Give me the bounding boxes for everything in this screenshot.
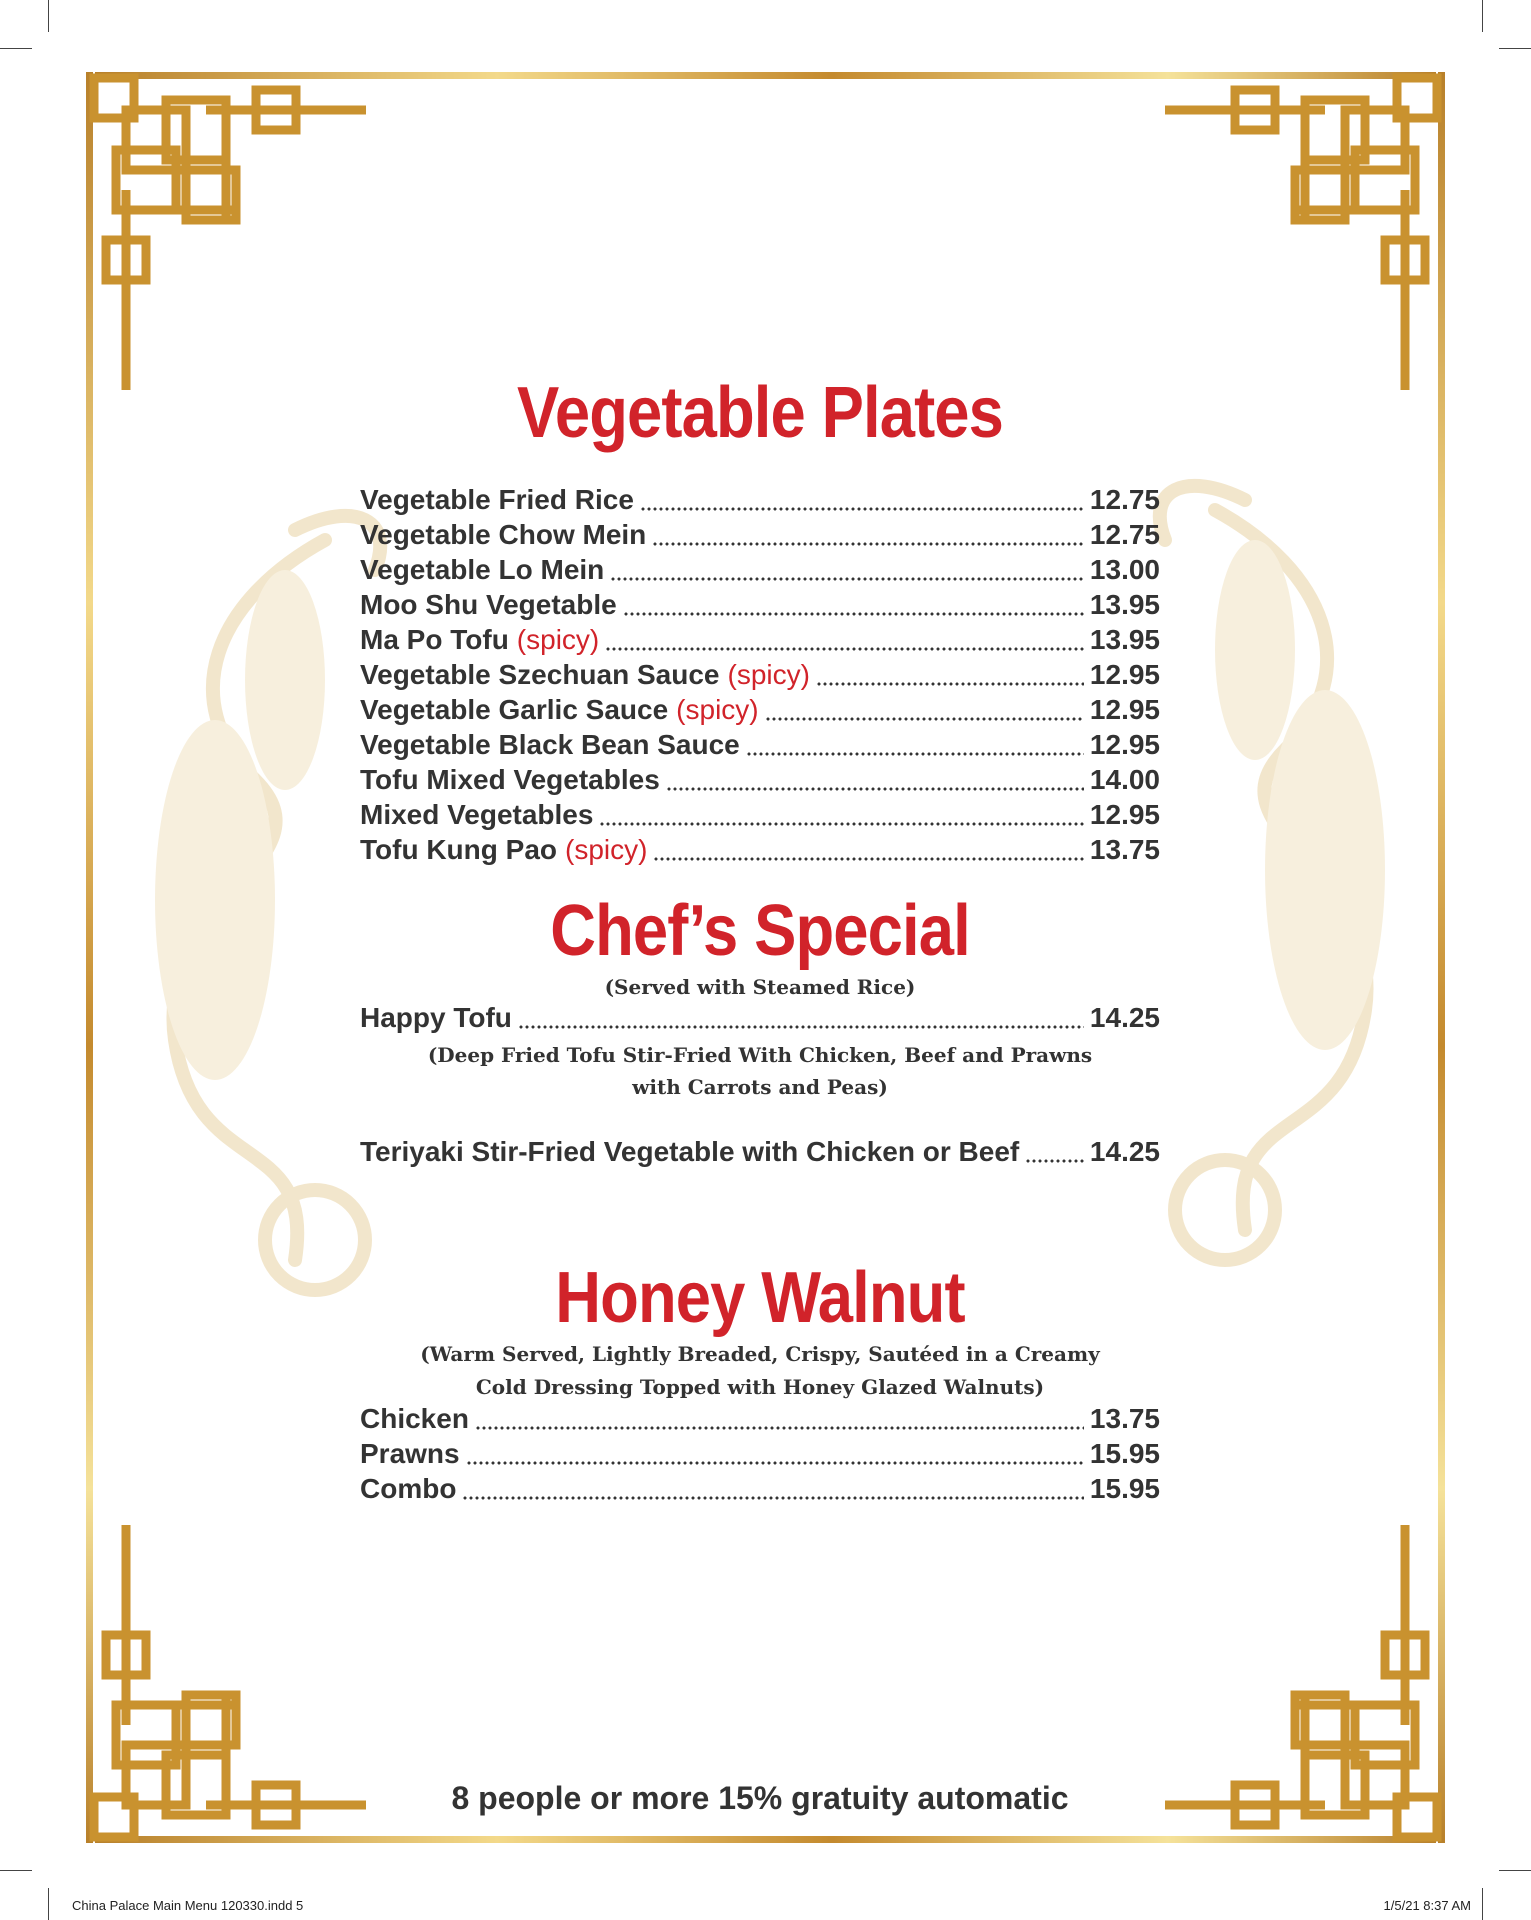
menu-item bbox=[360, 1438, 1160, 1474]
menu-item bbox=[360, 1473, 1160, 1509]
crop-mark bbox=[1482, 1888, 1483, 1920]
dot-leader bbox=[518, 1025, 1084, 1029]
spicy-tag: (spicy) bbox=[727, 659, 810, 690]
item-name: Chicken bbox=[360, 1403, 469, 1434]
dot-leader bbox=[1025, 1159, 1084, 1163]
print-slug-timestamp: 1/5/21 8:37 AM bbox=[1383, 1898, 1471, 1913]
item-name: Vegetable Garlic Sauce bbox=[360, 694, 669, 725]
menu-item bbox=[360, 554, 1160, 590]
menu-item bbox=[360, 764, 1160, 800]
section-title-honey-walnut: Honey Walnut bbox=[555, 1258, 965, 1338]
item-name: Vegetable Chow Mein bbox=[360, 519, 647, 550]
section-title-vegetable-plates: Vegetable Plates bbox=[516, 373, 1004, 453]
item-name: Vegetable Black Bean Sauce bbox=[360, 729, 740, 760]
menu-item bbox=[360, 1403, 1160, 1439]
item-price: 12.95 bbox=[1089, 799, 1160, 830]
item-price: 12.75 bbox=[1089, 519, 1160, 550]
dot-leader bbox=[746, 752, 1084, 756]
dot-leader bbox=[816, 682, 1084, 686]
dot-leader bbox=[599, 822, 1083, 826]
spicy-tag: (spicy) bbox=[516, 624, 600, 655]
corner-ornament-bottom-left bbox=[86, 1515, 376, 1845]
item-name: Tofu Kung Pao bbox=[360, 834, 557, 865]
menu-item bbox=[360, 519, 1160, 555]
dot-leader bbox=[475, 1426, 1084, 1430]
menu-item bbox=[360, 729, 1160, 765]
item-price: 12.75 bbox=[1089, 484, 1160, 515]
item-name: Prawns bbox=[360, 1438, 460, 1469]
item-name: Ma Po Tofu bbox=[360, 624, 509, 655]
item-price: 13.95 bbox=[1089, 589, 1160, 620]
item-price: 15.95 bbox=[1089, 1438, 1160, 1469]
item-description: (Deep Fried Tofu Stir-Fried With Chicken, Beef and Prawns bbox=[427, 1043, 1093, 1067]
dot-leader bbox=[666, 787, 1084, 791]
section-description: Cold Dressing Topped with Honey Glazed Walnuts) bbox=[475, 1375, 1045, 1399]
crop-mark bbox=[1499, 1870, 1531, 1871]
menu-item bbox=[360, 694, 1160, 730]
item-price: 13.75 bbox=[1089, 1403, 1160, 1434]
crop-mark bbox=[0, 1870, 32, 1871]
crop-mark bbox=[0, 48, 32, 49]
corner-ornament-top-right bbox=[1155, 70, 1445, 400]
print-slug-filename: China Palace Main Menu 120330.indd 5 bbox=[72, 1898, 304, 1913]
crop-mark bbox=[1482, 0, 1483, 32]
menu-item bbox=[360, 589, 1160, 625]
item-name: Vegetable Lo Mein bbox=[360, 554, 605, 585]
dragon-illustration-left bbox=[95, 480, 395, 1360]
menu-item bbox=[360, 659, 1160, 695]
dot-leader bbox=[640, 507, 1084, 511]
crop-mark bbox=[1499, 48, 1531, 49]
corner-ornament-top-left bbox=[86, 70, 376, 400]
menu-item bbox=[360, 799, 1160, 835]
section-description: (Warm Served, Lightly Breaded, Crispy, Sautéed in a Creamy bbox=[420, 1342, 1100, 1366]
dot-leader bbox=[653, 857, 1083, 861]
item-price: 12.95 bbox=[1089, 729, 1160, 760]
item-price: 14.25 bbox=[1089, 1002, 1160, 1033]
item-name: Combo bbox=[360, 1473, 457, 1504]
item-price: 12.95 bbox=[1089, 694, 1160, 725]
spicy-tag: (spicy) bbox=[676, 694, 759, 725]
item-price: 12.95 bbox=[1089, 659, 1160, 690]
section-title-chefs-special: Chef’s Special bbox=[550, 891, 970, 971]
gratuity-notice: 8 people or more 15% gratuity automatic bbox=[451, 1780, 1069, 1816]
dragon-illustration-right bbox=[1145, 450, 1445, 1330]
corner-ornament-bottom-right bbox=[1155, 1515, 1445, 1845]
item-price: 14.00 bbox=[1089, 764, 1160, 795]
item-name: Mixed Vegetables bbox=[360, 799, 594, 830]
menu-item bbox=[360, 1136, 1160, 1172]
item-price: 13.00 bbox=[1089, 554, 1160, 585]
menu-item bbox=[360, 1002, 1160, 1038]
item-price: 14.25 bbox=[1089, 1136, 1160, 1167]
menu-item bbox=[360, 484, 1160, 520]
crop-mark bbox=[48, 0, 49, 32]
item-name: Teriyaki Stir-Fried Vegetable with Chicken or Beef bbox=[360, 1136, 1020, 1167]
item-name: Tofu Mixed Vegetables bbox=[360, 764, 660, 795]
menu-item bbox=[360, 834, 1160, 870]
item-name: Vegetable Szechuan Sauce bbox=[360, 659, 720, 690]
item-price: 15.95 bbox=[1089, 1473, 1160, 1504]
item-name: Moo Shu Vegetable bbox=[360, 589, 617, 620]
crop-mark bbox=[48, 1888, 49, 1920]
spicy-tag: (spicy) bbox=[565, 834, 648, 865]
dot-leader bbox=[462, 1496, 1083, 1500]
section-subtitle: (Served with Steamed Rice) bbox=[604, 975, 916, 999]
dot-leader bbox=[652, 542, 1084, 546]
menu-item bbox=[360, 624, 1160, 660]
item-price: 13.75 bbox=[1089, 834, 1160, 865]
dot-leader bbox=[610, 577, 1084, 581]
item-description: with Carrots and Peas) bbox=[632, 1075, 888, 1099]
item-name: Vegetable Fried Rice bbox=[360, 484, 634, 515]
dot-leader bbox=[623, 612, 1084, 616]
dot-leader bbox=[765, 717, 1084, 721]
item-price: 13.95 bbox=[1089, 624, 1160, 655]
item-name: Happy Tofu bbox=[360, 1002, 512, 1033]
dot-leader bbox=[466, 1461, 1084, 1465]
dot-leader bbox=[605, 647, 1084, 651]
